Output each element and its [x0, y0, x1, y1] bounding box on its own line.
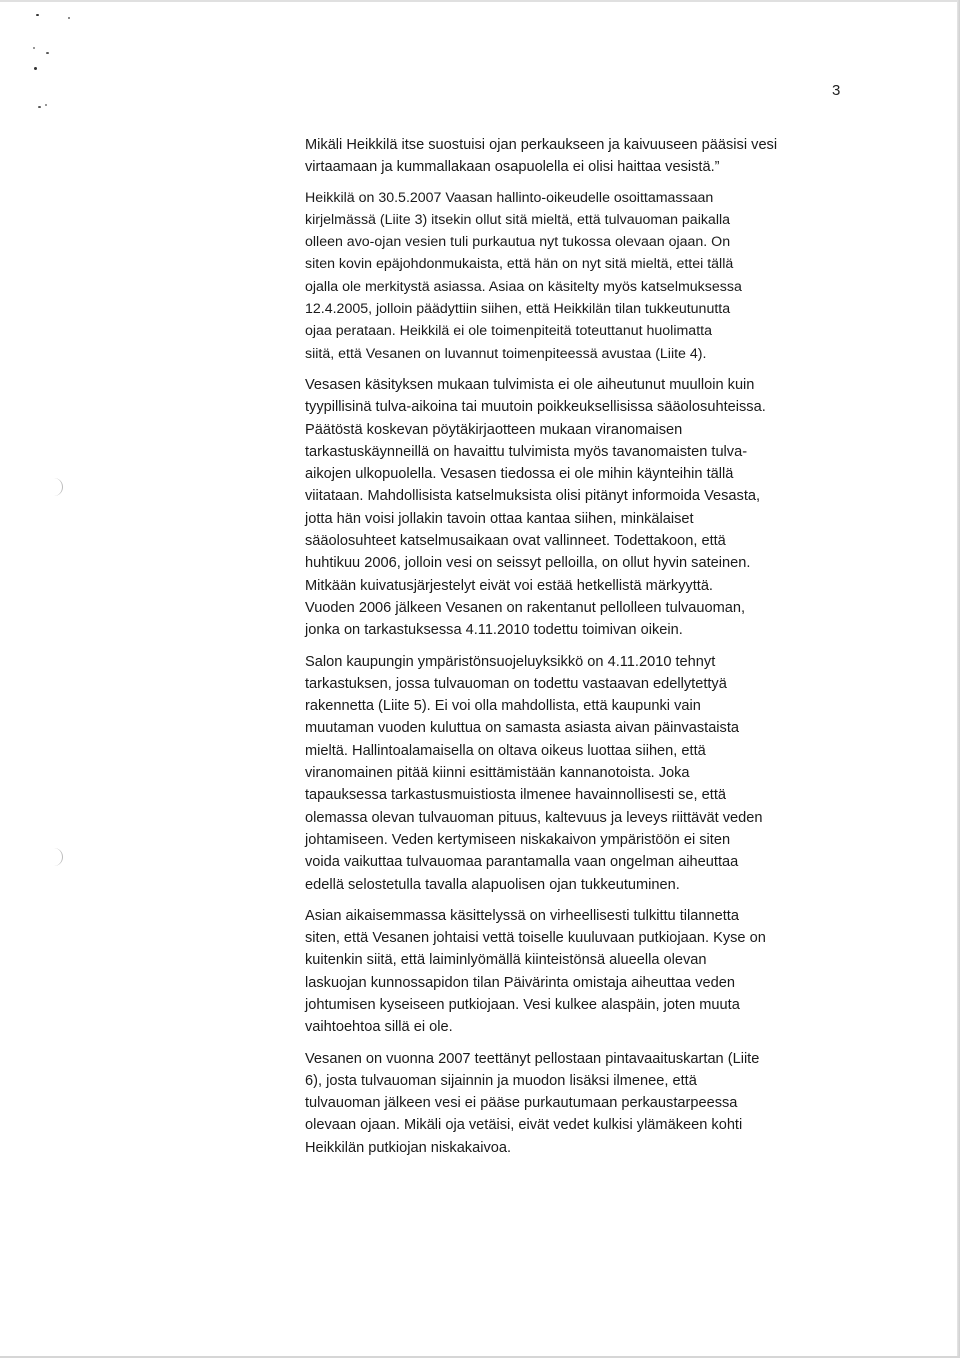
text-line: Päätöstä koskevan pöytäkirjaotteen mukaan viranomaisen [305, 421, 683, 438]
text-line: johtamiseen. Veden kertymiseen niskakaivon ympäristöön ei siten [305, 831, 731, 848]
text-line: tyypillisinä tulva-aikoina tai muutoin poikkeuksellisissa sääolosuhteissa. [305, 399, 766, 416]
text-line: jonka on tarkastuksessa 4.11.2010 todettu toimivan oikein. [305, 622, 683, 639]
paragraph-1 [305, 134, 865, 179]
text-line: kuitenkin siitä, että laiminlyömällä kiinteistönsä alueella olevan [305, 952, 707, 969]
scan-speck [34, 67, 37, 70]
scan-speck [45, 104, 47, 106]
text-line: 12.4.2005, jolloin päädyttiin siihen, että Heikkilän tilan tukkeutunutta [305, 301, 731, 318]
text-line: Mikäli Heikkilä itse suostuisi ojan perkaukseen ja kaivuuseen pääsisi vesi [305, 137, 778, 153]
text-line: jotta hän voisi jollakin tavoin ottaa kantaa siihen, minkälaiset [305, 510, 694, 527]
paragraph-6 [305, 1048, 865, 1159]
text-line: olemassa olevan tulvauoman pituus, kaltevuus ja leveys riittävät veden [305, 809, 763, 826]
text-line: Heikkilän putkiojan niskakaivoa. [305, 1139, 512, 1156]
text-line: siten kovin epäjohdonmukaista, että hän on nyt sitä mieltä, ettei tällä [305, 256, 734, 273]
text-line: olevaan ojaan. Mikäli oja vetäisi, eivät vedet kulkisi ylämäkeen kohti [305, 1117, 743, 1134]
text-line: tarkastuksen, jossa tulvauoman on todettu vastaavan edellytettyä [305, 675, 727, 692]
text-line: Vesanen on vuonna 2007 teettänyt pellostaan pintavaaituskartan (Liite [305, 1050, 760, 1067]
text-line: kirjelmässä (Liite 3) itsekin ollut sitä mieltä, että tulvauoman paikalla [305, 211, 731, 228]
scan-speck [33, 47, 35, 49]
text-line: vaihtoehtoa sillä ei ole. [305, 1019, 453, 1036]
paragraph-5 [305, 905, 865, 1039]
paragraph-3 [305, 374, 865, 642]
paragraph-2 [305, 187, 865, 365]
text-line: Salon kaupungin ympäristönsuojeluyksikkö on 4.11.2010 tehnyt [305, 653, 716, 670]
text-line: johtumisen kyseiseen putkiojaan. Vesi kulkee alaspäin, joten muuta [305, 996, 740, 1013]
text-line: huhtikuu 2006, jolloin vesi on seissyt pelloilla, on ollut hyvin sateinen. [305, 555, 751, 572]
text-line: edellä selostetulla tavalla alapuolisen ojan tukkeutuminen. [305, 876, 680, 893]
paragraph-4 [305, 651, 865, 896]
text-line: olleen avo-ojan vesien tuli purkautua nyt tukossa olevaan ojaan. On [305, 234, 731, 251]
text-line: laskuojan kunnossapidon tilan Päivärinta omistaja aiheuttaa veden [305, 974, 735, 991]
text-line: viranomainen pitää kiinni esittämistään kannanotoista. Joka [305, 765, 690, 782]
text-line: siten, että Vesanen johtaisi vettä toiselle kuuluvaan putkiojaan. Kyse on [305, 930, 766, 947]
text-line: virtaamaan ja kummallakaan osapuolella ei olisi haittaa vesistä.” [305, 159, 720, 176]
text-line: ojalla ole merkitystä asiassa. Asiaa on käsitelty myös katselmuksessa [305, 278, 742, 295]
scan-speck [46, 52, 49, 54]
text-line: ojaa perataan. Heikkilä ei ole toimenpiteitä toteuttanut huolimatta [305, 323, 712, 340]
text-line: tapauksessa tarkastusmuistiosta ilmenee havainnollisesti se, että [305, 787, 727, 804]
text-line: aikojen ulkopuolella. Vesasen tiedossa ei ole mihin käynteihin tällä [305, 466, 734, 483]
scan-speck [68, 17, 70, 19]
text-line: 6), josta tulvauoman sijainnin ja muodon lisäksi ilmenee, että [305, 1072, 697, 1089]
body-text [305, 134, 865, 1159]
text-line: rakennetta (Liite 5). Ei voi olla mahdollista, että kaupunki vain [305, 698, 701, 715]
text-line: muutaman vuoden kuluttua on samasta asiasta aivan päinvastaista [305, 720, 740, 737]
text-line: Asian aikaisemmassa käsittelyssä on virheellisesti tulkittu tilannetta [305, 907, 739, 924]
scan-edge-top [0, 0, 960, 2]
text-line: Vuoden 2006 jälkeen Vesanen on rakentanut pellolleen tulvauoman, [305, 599, 746, 616]
text-line: voida vaikuttaa tulvauomaa parantamalla vaan ongelman aiheuttaa [305, 854, 739, 871]
text-line: viitataan. Mahdollisista katselmuksista olisi pitänyt informoida Vesasta, [305, 488, 761, 505]
scan-speck [36, 14, 39, 16]
text-line: sääolosuhteet katselmusaikaan ovat vallinneet. Todettakoon, että [305, 533, 726, 550]
punch-hole-mark [54, 478, 63, 496]
text-line: mieltä. Hallintoalamaisella on oltava oikeus luottaa siihen, että [305, 742, 706, 759]
text-line: tulvauoman jälkeen vesi ei pääse purkautumaan perkaustarpeessa [305, 1095, 738, 1112]
punch-hole-mark [54, 848, 63, 866]
text-line: Heikkilä on 30.5.2007 Vaasan hallinto-oikeudelle osoittamassaan [305, 189, 714, 206]
text-line: Mitkään kuivatusjärjestelyt eivät voi estää hetkellistä märkyyttä. [305, 577, 713, 594]
page-number: 3 [832, 82, 841, 99]
text-line: tarkastuskäynneillä on havaittu tulvimista myös tavanomaisten tulva- [305, 443, 748, 460]
scan-speck [38, 106, 41, 108]
text-line: siitä, että Vesanen on luvannut toimenpiteessä avustaa (Liite 4). [305, 345, 707, 362]
text-line: Vesasen käsityksen mukaan tulvimista ei ole aiheutunut muulloin kuin [305, 376, 755, 393]
